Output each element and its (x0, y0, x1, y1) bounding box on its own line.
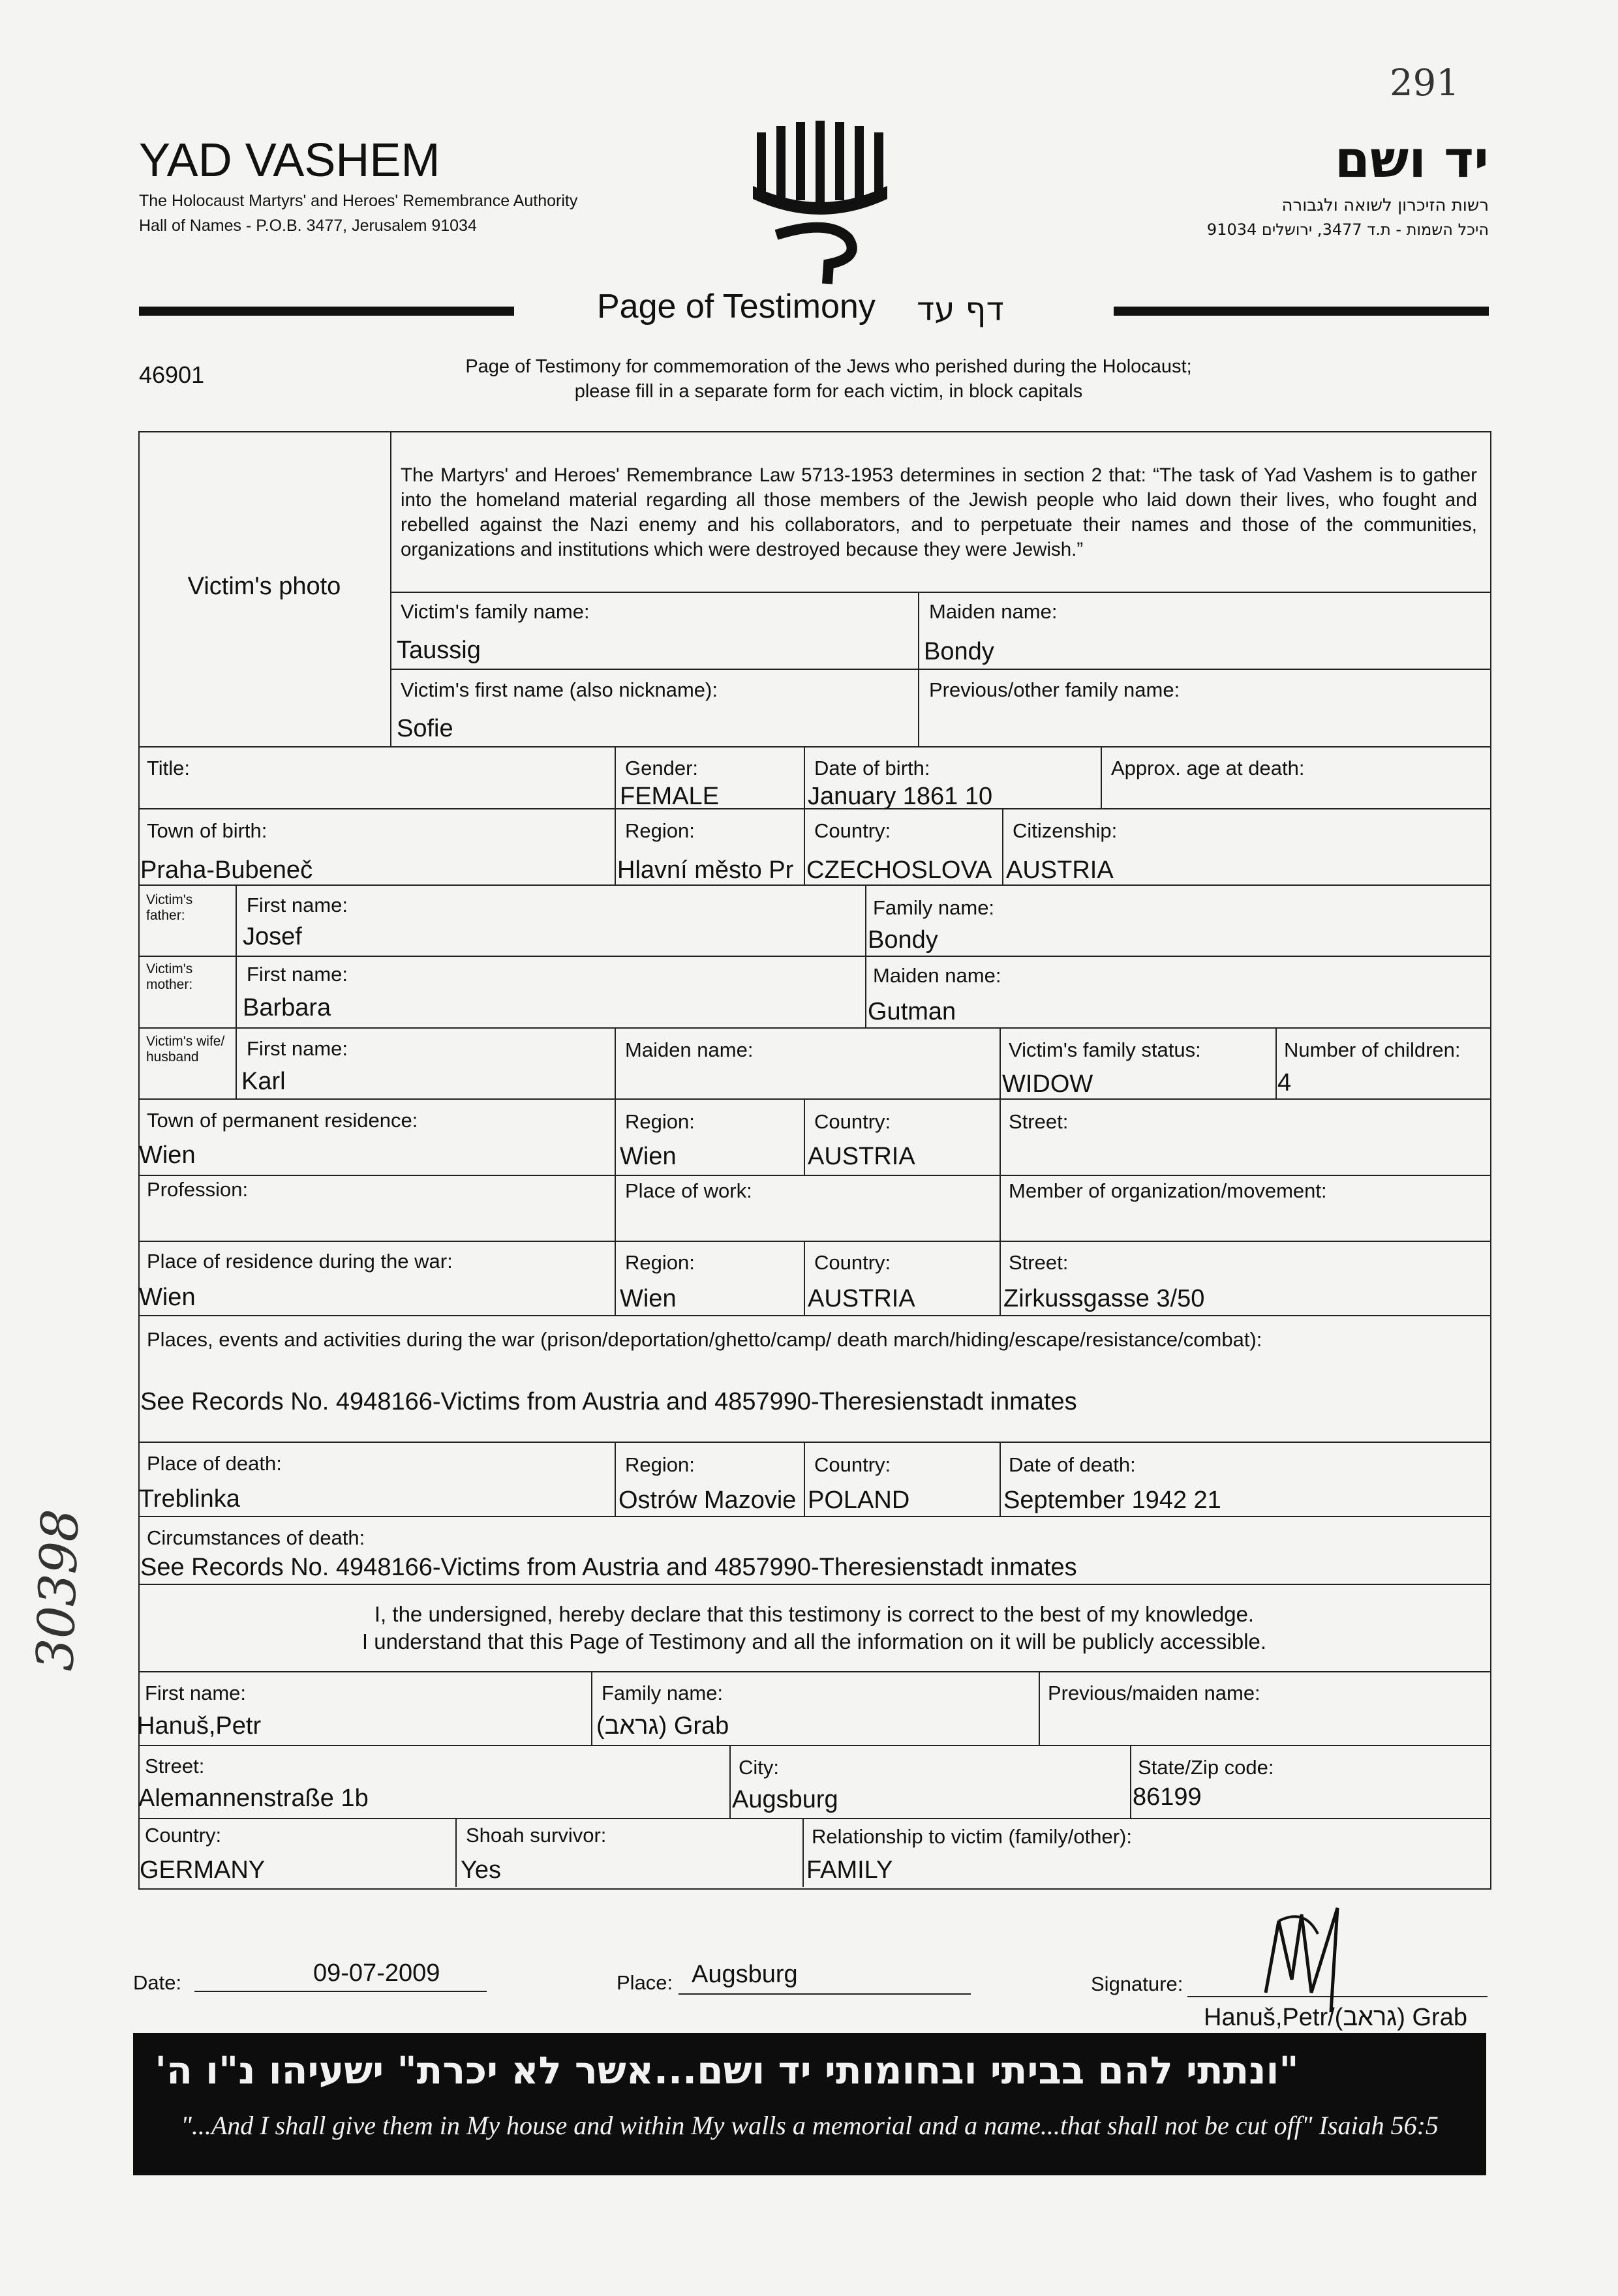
residence-region-value: Wien (620, 1143, 677, 1170)
war-street-value: Zirkussgasse 3/50 (1003, 1285, 1205, 1312)
side-note: 30398 (26, 1508, 91, 1672)
father-family-label: Family name: (873, 896, 995, 919)
war-country-label: Country: (814, 1251, 891, 1274)
residence-region-label: Region: (625, 1110, 695, 1133)
org-address: Hall of Names - P.O.B. 3477, Jerusalem 91034 (139, 217, 477, 235)
residence-street-label: Street: (1009, 1110, 1069, 1133)
victim-photo-label: Victim's photo (187, 573, 341, 600)
title-bar-right (1114, 307, 1489, 316)
family-name-label: Victim's family name: (401, 600, 590, 623)
page-number: 291 (1390, 62, 1459, 104)
permanent-residence-value: Wien (139, 1141, 196, 1169)
mother-first-label: First name: (247, 963, 348, 986)
first-name-label: Victim's first name (also nickname): (401, 678, 718, 701)
victims-spouse-label: Victim's wife/ husband (146, 1034, 225, 1065)
hebrew-title: דף עד (917, 290, 1004, 328)
relationship-value: FAMILY (806, 1856, 893, 1884)
date-of-death-label: Date of death: (1009, 1453, 1136, 1476)
hebrew-subtitle: רשות הזיכרון לשואה ולגבורה (1281, 196, 1489, 215)
birth-country-label: Country: (814, 819, 891, 842)
page-title: Page of Testimony (597, 288, 876, 325)
circumstances-value: See Records No. 4948166-Victims from Austria and 4857990-Theresienstadt inmates (140, 1554, 1077, 1581)
submitter-family-value: (גראב) Grab (596, 1712, 729, 1740)
state-zip-label: State/Zip code: (1138, 1756, 1274, 1779)
circumstances-label: Circumstances of death: (147, 1526, 365, 1549)
country-value: GERMANY (140, 1856, 266, 1884)
war-street-label: Street: (1009, 1251, 1069, 1274)
date-label: Date: (133, 1971, 182, 1994)
hebrew-org-name: יד ושם (1334, 130, 1489, 189)
street-value: Alemannenstraße 1b (138, 1785, 369, 1812)
town-of-birth-value: Praha-Bubeneč (140, 856, 313, 884)
spouse-first-value: Karl (241, 1068, 286, 1095)
city-label: City: (739, 1756, 779, 1779)
signature-name: Hanuš,Petr/(גראב) Grab (1204, 2004, 1467, 2031)
hebrew-address: היכל השמות - ת.ד 3477, ירושלים 91034 (1206, 220, 1489, 239)
death-country-label: Country: (814, 1453, 891, 1476)
city-value: Augsburg (732, 1786, 838, 1813)
birth-region-value: Hlavní město Pr (617, 856, 794, 884)
maiden-name-label: Maiden name: (929, 600, 1058, 623)
intro-line-1: Page of Testimony for commemoration of the Jews who perished during the Holocaust; (465, 356, 1192, 377)
org-subtitle: The Holocaust Martyrs' and Heroes' Remembrance Authority (139, 192, 578, 210)
date-value: 09-07-2009 (313, 1959, 440, 1987)
war-region-value: Wien (620, 1285, 677, 1312)
war-places-label: Places, events and activities during the war (prison/deportation/ghetto/camp/ death march/hiding/escape/resistance/combat): (147, 1328, 1262, 1351)
menorah-logo-icon (750, 121, 900, 287)
country-label: Country: (145, 1824, 222, 1847)
declaration-line-1: I, the undersigned, hereby declare that this testimony is correct to the best of my knowledge. (374, 1602, 1255, 1626)
street-label: Street: (145, 1755, 205, 1777)
place-of-work-label: Place of work: (625, 1179, 752, 1202)
dob-value: January 1861 10 (808, 783, 993, 810)
war-region-label: Region: (625, 1251, 695, 1274)
profession-label: Profession: (147, 1178, 249, 1201)
signature-label: Signature: (1091, 1972, 1183, 1995)
footer-hebrew-quote: "ונתתי להם בביתי ובחומותי יד ושם...אשר לא יכרת" ישעיהו נ"ו ה' (155, 2048, 1299, 2092)
mother-maiden-label: Maiden name: (873, 964, 1001, 987)
death-region-label: Region: (625, 1453, 695, 1476)
residence-country-label: Country: (814, 1110, 891, 1133)
spouse-maiden-label: Maiden name: (625, 1038, 754, 1061)
title-bar-left (139, 307, 514, 316)
previous-family-name-label: Previous/other family name: (929, 678, 1180, 701)
residence-country-value: AUSTRIA (808, 1143, 915, 1170)
zip-value: 86199 (1133, 1783, 1202, 1811)
shoah-survivor-value: Yes (461, 1856, 501, 1884)
signature-scribble-icon (1240, 1895, 1370, 2019)
gender-value: FEMALE (620, 783, 720, 810)
previous-maiden-label: Previous/maiden name: (1048, 1682, 1260, 1704)
family-status-label: Victim's family status: (1009, 1038, 1201, 1061)
spouse-first-label: First name: (247, 1037, 348, 1060)
permanent-residence-label: Town of permanent residence: (147, 1109, 418, 1132)
dob-label: Date of birth: (814, 757, 930, 779)
death-country-value: POLAND (808, 1487, 910, 1514)
declaration-line-2: I understand that this Page of Testimony and all the information on it will be publicly accessible. (361, 1629, 1267, 1654)
father-family-value: Bondy (868, 926, 938, 954)
death-region-value: Ostrów Mazovie (618, 1487, 797, 1514)
relationship-label: Relationship to victim (family/other): (812, 1825, 1132, 1848)
form-number: 46901 (139, 361, 205, 388)
title-label: Title: (147, 757, 191, 779)
place-of-death-label: Place of death: (147, 1452, 282, 1475)
mother-maiden-value: Gutman (868, 998, 956, 1025)
submitter-first-value: Hanuš,Petr (137, 1712, 262, 1740)
submitter-first-label: First name: (145, 1682, 247, 1704)
mother-first-value: Barbara (243, 994, 331, 1021)
town-of-birth-label: Town of birth: (147, 819, 267, 842)
children-label: Number of children: (1284, 1038, 1461, 1061)
war-places-value: See Records No. 4948166-Victims from Austria and 4857990-Theresienstadt inmates (140, 1388, 1077, 1415)
date-of-death-value: September 1942 21 (1003, 1487, 1221, 1514)
place-label: Place: (617, 1971, 673, 1994)
father-first-value: Josef (243, 923, 302, 950)
citizenship-label: Citizenship: (1013, 819, 1118, 842)
law-text: The Martyrs' and Heroes' Remembrance Law 5713-1953 determines in section 2 that: “The task of Yad Vashem is to gather into the homeland material regarding all those members of the Jewish people who laid down their lives, who fought and rebelled against the Nazi enemy and his collaborators, and to perpetuate their names and those of the communities, organizations and institutions which were destroyed because they were Jewish.” (401, 464, 1477, 560)
victims-mother-label: Victim's mother: (146, 961, 193, 992)
gender-label: Gender: (625, 757, 699, 779)
father-first-label: First name: (247, 894, 348, 916)
victims-father-label: Victim's father: (146, 892, 193, 923)
org-name: YAD VASHEM (139, 134, 440, 187)
birth-country-value: CZECHOSLOVA (806, 856, 992, 884)
war-country-value: AUSTRIA (808, 1285, 915, 1312)
birth-region-label: Region: (625, 819, 695, 842)
children-value: 4 (1277, 1069, 1292, 1096)
maiden-name-value: Bondy (924, 638, 994, 665)
family-name-value: Taussig (397, 637, 481, 664)
member-org-label: Member of organization/movement: (1009, 1179, 1327, 1202)
shoah-survivor-label: Shoah survivor: (466, 1824, 607, 1847)
intro-line-2: please fill in a separate form for each victim, in block capitals (574, 381, 1083, 402)
place-of-death-value: Treblinka (139, 1485, 240, 1513)
place-value: Augsburg (692, 1961, 798, 1988)
family-status-value: WIDOW (1002, 1070, 1093, 1098)
submitter-family-label: Family name: (602, 1682, 724, 1704)
war-residence-label: Place of residence during the war: (147, 1250, 453, 1273)
citizenship-value: AUSTRIA (1006, 856, 1114, 884)
approx-age-label: Approx. age at death: (1111, 757, 1305, 779)
first-name-value: Sofie (397, 715, 453, 742)
footer-english-quote: "...And I shall give them in My house and within My walls a memorial and a name...that shall not be cut off" Isaiah 56:5 (181, 2111, 1439, 2140)
war-residence-value: Wien (139, 1284, 196, 1311)
